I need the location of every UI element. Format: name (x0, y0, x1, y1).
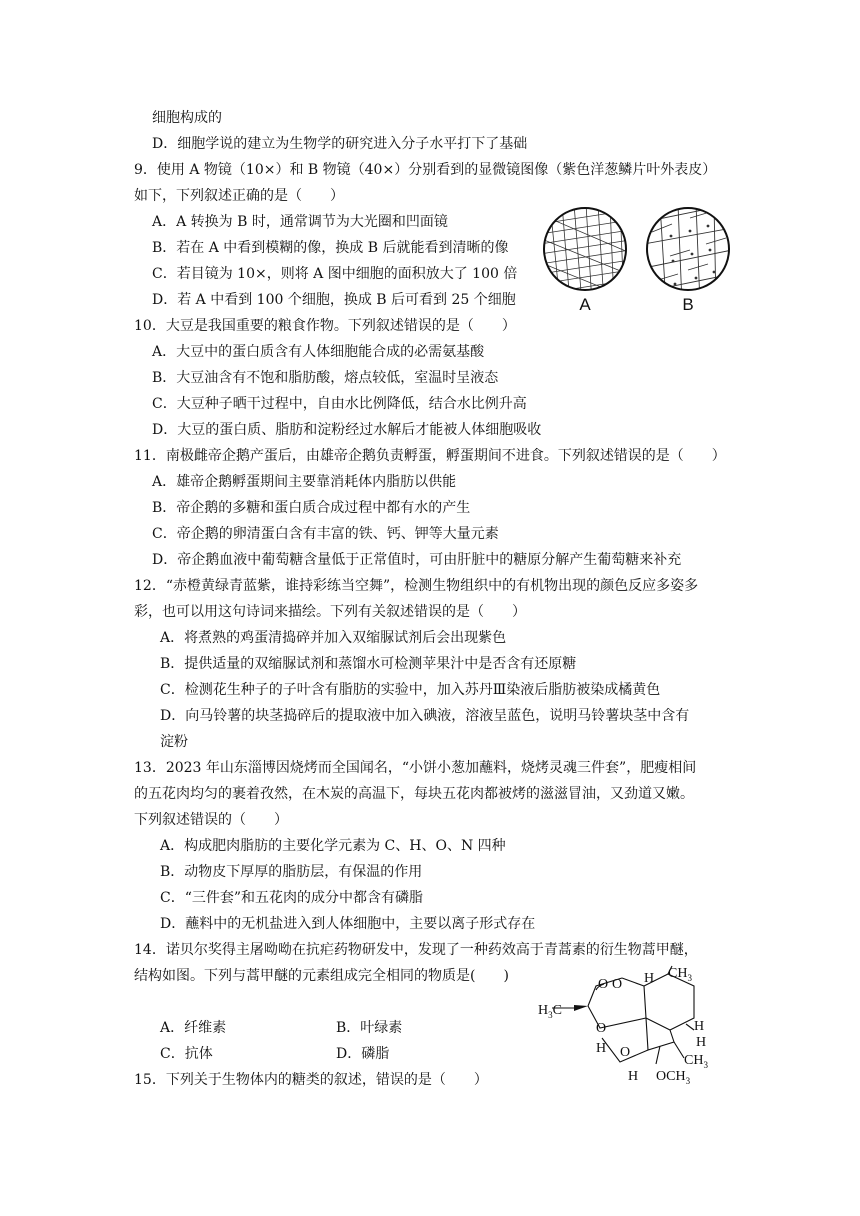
option-c: C．抗体 (160, 1046, 213, 1062)
option-b: B．动物皮下厚厚的脂肪层，有保温的作用 (160, 864, 423, 880)
option-b: B．叶绿素 (336, 1020, 403, 1036)
label-ch3: $CH_3$ (668, 966, 692, 983)
label-o: O (598, 977, 609, 992)
option-a: A．雄帝企鹅孵蛋期间主要靠消耗体内脂肪以供能 (152, 474, 457, 490)
question-9-stem: 如下，下列叙述正确的是（ ） (134, 188, 344, 204)
option-d: D．蘸料中的无机盐进入到人体细胞中，主要以离子形式存在 (160, 916, 536, 932)
label-o: O (620, 1045, 631, 1060)
option-a: A．构成肥肉脂肪的主要化学元素为 C、H、O、N 四种 (160, 838, 506, 854)
option-c: C．“三件套”和五花肉的成分中都含有磷脂 (160, 890, 424, 906)
option-d: D．若 A 中看到 100 个细胞，换成 B 后可看到 25 个细胞 (152, 292, 516, 308)
option-d: D．磷脂 (336, 1046, 390, 1062)
option-d: D．向马铃薯的块茎捣碎后的提取液中加入碘液，溶液呈蓝色，说明马铃薯块茎中含有 (160, 708, 690, 724)
question-12-stem: 12．“赤橙黄绿青蓝紫，谁持彩练当空舞”，检测生物组织中的有机物出现的颜色反应多姿多 (134, 578, 699, 594)
microscope-figure (540, 204, 736, 316)
text-line: 细胞构成的 (152, 110, 222, 126)
label-och3: $OCH_3$ (656, 1069, 691, 1086)
question-14-stem: 结构如图。下列与蒿甲醚的元素组成完全相同的物质是( ) (134, 968, 509, 984)
option-d: D．大豆的蛋白质、脂肪和淀粉经过水解后才能被人体细胞吸收 (152, 422, 542, 438)
question-14-stem: 14．诺贝尔奖得主屠呦呦在抗疟药物研发中，发现了一种药效高于青蒿素的衍生物蒿甲醚， (134, 942, 698, 958)
option-b: B．帝企鹅的多糖和蛋白质合成过程中都有水的产生 (152, 500, 471, 516)
question-9-stem: 9．使用 A 物镜（10×）和 B 物镜（40×）分别看到的显微镜图像（紫色洋葱鳞片叶外表皮） (134, 162, 717, 178)
option-c: C．若目镜为 10×，则将 A 图中细胞的面积放大了 100 倍 (152, 266, 518, 282)
option-b: B．提供适量的双缩脲试剂和蒸馏水可检测苹果汁中是否含有还原糖 (160, 656, 577, 672)
option-b: B．大豆油含有不饱和脂肪酸，熔点较低，室温时呈液态 (152, 370, 499, 386)
label-ch3: $CH_3$ (684, 1053, 708, 1070)
option-c: C．大豆种子晒干过程中，自由水比例降低，结合水比例升高 (152, 396, 527, 412)
label-o: O (612, 977, 623, 992)
option-d: D．帝企鹅血液中葡萄糖含量低于正常值时，可由肝脏中的糖原分解产生葡萄糖来补充 (152, 552, 682, 568)
label-h: H (596, 1041, 607, 1056)
label-h3c: $H_3C$ (538, 1003, 562, 1020)
question-10-stem: 10．大豆是我国重要的粮食作物。下列叙述错误的是（ ） (134, 318, 516, 334)
label-h: H (696, 1035, 707, 1050)
question-13-stem: 下列叙述错误的（ ） (134, 812, 288, 828)
option-c: C．检测花生种子的子叶含有脂肪的实验中，加入苏丹Ⅲ染液后脂肪被染成橘黄色 (160, 682, 661, 698)
question-11-stem: 11．南极雌帝企鹅产蛋后，由雄帝企鹅负责孵蛋，孵蛋期间不进食。下列叙述错误的是（ ） (134, 448, 726, 464)
option-b: B．若在 A 中看到模糊的像，换成 B 后就能看到清晰的像 (152, 240, 509, 256)
question-13-stem: 13．2023 年山东淄博因烧烤而全国闻名，“小饼小葱加蘸料，烧烤灵魂三件套”，肥瘦相间 (134, 760, 697, 776)
option-a: A．A 转换为 B 时，通常调节为大光圈和凹面镜 (152, 214, 448, 230)
option-d: D．细胞学说的建立为生物学的研究进入分子水平打下了基础 (152, 136, 528, 152)
option-a: A．大豆中的蛋白质含有人体细胞能合成的必需氨基酸 (152, 344, 485, 360)
question-13-stem: 的五花肉均匀的裹着孜然，在木炭的高温下，每块五花肉都被烤的滋滋冒油，又劲道又嫩。 (134, 786, 694, 802)
label-h: H (644, 971, 655, 986)
option-a: A．纤维素 (160, 1020, 227, 1036)
option-a: A．将煮熟的鸡蛋清捣碎并加入双缩脲试剂后会出现紫色 (160, 630, 507, 646)
question-12-stem: 彩，也可以用这句诗词来描绘。下列有关叙述错误的是（ ） (134, 604, 526, 620)
label-o: O (596, 1021, 607, 1036)
option-d-continued: 淀粉 (160, 734, 188, 750)
option-c: C．帝企鹅的卵清蛋白含有丰富的铁、钙、钾等大量元素 (152, 526, 499, 542)
label-b: B (682, 295, 694, 314)
label-a: A (579, 295, 591, 314)
question-15-stem: 15．下列关于生物体内的糖类的叙述，错误的是（ ） (134, 1072, 488, 1088)
artemether-structure (536, 960, 732, 1088)
label-h: H (694, 1019, 705, 1034)
label-h: H (628, 1069, 639, 1084)
